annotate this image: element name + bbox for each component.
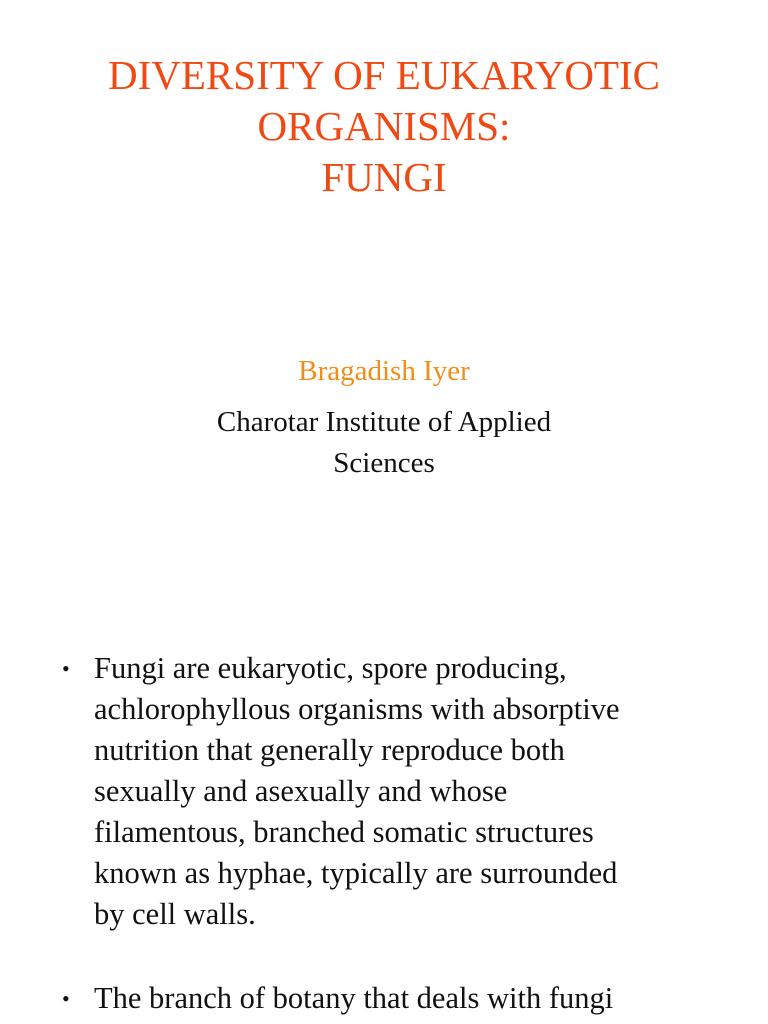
bullet-list — [0, 648, 768, 1024]
content-slide — [0, 620, 768, 1024]
bullet-line: Fungi are eukaryotic, spore producing, — [94, 651, 567, 685]
slide-title — [0, 50, 768, 203]
institute-name — [0, 402, 768, 484]
title-line: ORGANISMS: — [257, 103, 511, 149]
bullet-item — [0, 648, 768, 935]
bullet-text — [94, 648, 728, 935]
author-name: Bragadish Iyer — [298, 355, 470, 387]
bullet-line: by cell walls. — [94, 897, 256, 931]
bullet-icon: • — [62, 986, 70, 1011]
bullet-line: known as hyphae, typically are surrounded — [94, 856, 618, 890]
bullet-icon: • — [62, 656, 70, 681]
institute-line: Sciences — [333, 447, 435, 479]
bullet-line: nutrition that generally reproduce both — [94, 733, 565, 767]
bullet-item — [0, 978, 768, 1019]
bullet-line: sexually and asexually and whose — [94, 774, 508, 808]
title-line: FUNGI — [321, 154, 447, 200]
bullet-line: achlorophyllous organisms with absorptive — [94, 692, 620, 726]
bullet-line: The branch of botany that deals with fungi — [94, 981, 614, 1015]
bullet-line: filamentous, branched somatic structures — [94, 815, 594, 849]
title-line: DIVERSITY OF EUKARYOTIC — [108, 52, 660, 98]
institute-line: Charotar Institute of Applied — [216, 406, 552, 438]
bullet-text — [94, 978, 728, 1019]
